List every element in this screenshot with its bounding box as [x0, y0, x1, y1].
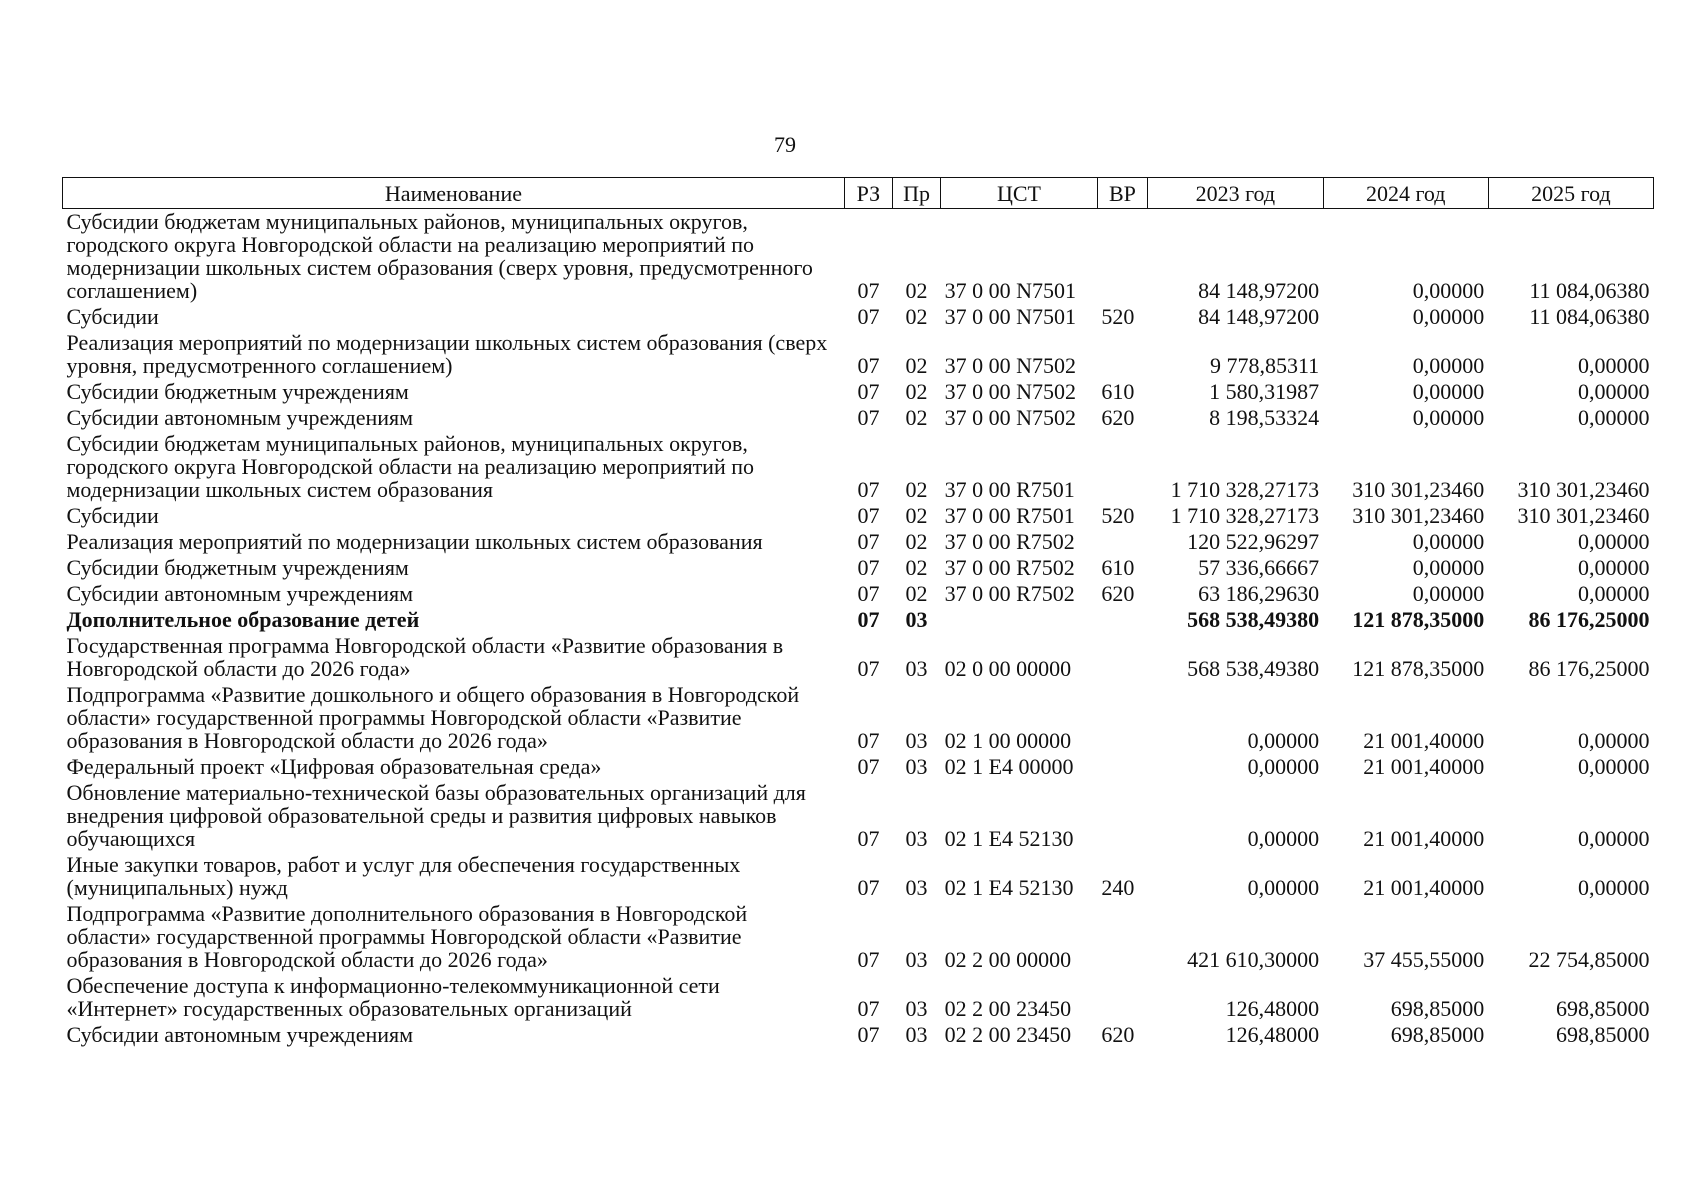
- row-amount-2023: 63 186,29630: [1198, 581, 1320, 606]
- header-2024: 2024 год: [1323, 178, 1488, 209]
- header-2023: 2023 год: [1148, 178, 1324, 209]
- row-vr: 520: [1101, 304, 1135, 329]
- row-pr: 03: [905, 1022, 928, 1047]
- row-vr: [1097, 633, 1147, 682]
- row-amount-2023: 126,48000: [1225, 996, 1320, 1021]
- page-number: 79: [774, 132, 796, 157]
- row-vr: 610: [1101, 555, 1135, 580]
- row-cst: 02 1 E4 00000: [944, 754, 1074, 779]
- row-amount-2023: 8 198,53324: [1209, 405, 1320, 430]
- row-amount-2025: 0,00000: [1578, 728, 1650, 753]
- row-name: Субсидии автономным учреждениям: [66, 581, 414, 606]
- row-name: Обновление материально-технической базы образовательных организаций для внедрения цифровой образовательной среды и развития цифровых навыков обучающихся: [66, 780, 806, 851]
- row-pr: 02: [905, 477, 928, 502]
- row-rz: 07: [857, 656, 880, 681]
- row-amount-2023: 568 538,49380: [1187, 607, 1320, 632]
- row-vr: 620: [1101, 405, 1135, 430]
- row-pr: 03: [905, 754, 928, 779]
- row-amount-2024: 121 878,35000: [1352, 656, 1485, 681]
- table-row: [63, 503, 1654, 529]
- table-row: [63, 754, 1654, 780]
- row-amount-2025: 86 176,25000: [1528, 607, 1650, 632]
- row-name: Субсидии: [66, 503, 159, 528]
- row-amount-2024: 698,85000: [1390, 1022, 1485, 1047]
- row-cst: 02 0 00 00000: [944, 656, 1072, 681]
- row-pr: 03: [905, 656, 928, 681]
- row-rz: 07: [857, 379, 880, 404]
- row-name: Субсидии автономным учреждениям: [66, 1022, 414, 1047]
- row-pr: 03: [905, 826, 928, 851]
- row-pr: 03: [905, 875, 928, 900]
- row-rz: 07: [857, 278, 880, 303]
- row-amount-2025: 11 084,06380: [1529, 304, 1650, 329]
- row-amount-2024: 698,85000: [1390, 996, 1485, 1021]
- row-vr: [1097, 209, 1147, 305]
- row-amount-2025: 0,00000: [1578, 555, 1650, 580]
- row-amount-2023: 1 580,31987: [1209, 379, 1320, 404]
- row-amount-2023: 84 148,97200: [1198, 278, 1320, 303]
- row-name: Иные закупки товаров, работ и услуг для обеспечения государственных (муниципальных) нужд: [66, 852, 741, 900]
- row-amount-2025: 310 301,23460: [1517, 503, 1650, 528]
- header-vr: ВР: [1097, 178, 1147, 209]
- header-name: Наименование: [63, 178, 845, 209]
- table-row: [63, 405, 1654, 431]
- row-amount-2023: 120 522,96297: [1187, 529, 1320, 554]
- row-rz: 07: [857, 947, 880, 972]
- row-name: Дополнительное образование детей: [66, 607, 420, 632]
- row-pr: 02: [905, 581, 928, 606]
- row-cst: 02 2 00 00000: [944, 947, 1072, 972]
- table-row: [63, 379, 1654, 405]
- row-rz: 07: [857, 728, 880, 753]
- row-vr: [1097, 780, 1147, 852]
- table-row: [63, 209, 1654, 305]
- row-amount-2025: 0,00000: [1578, 353, 1650, 378]
- row-pr: 03: [905, 947, 928, 972]
- row-cst: 37 0 00 R7502: [944, 555, 1075, 580]
- row-cst: 02 2 00 23450: [944, 1022, 1072, 1047]
- row-cst: 37 0 00 R7502: [944, 581, 1075, 606]
- row-amount-2024: 21 001,40000: [1363, 754, 1485, 779]
- header-rz: РЗ: [844, 178, 892, 209]
- table-row: [63, 607, 1654, 633]
- row-cst: 02 2 00 23450: [944, 996, 1072, 1021]
- table-row: [63, 431, 1654, 503]
- row-vr: 610: [1101, 379, 1135, 404]
- header-cst: ЦСТ: [941, 178, 1098, 209]
- row-cst: 37 0 00 N7502: [944, 379, 1076, 404]
- header-pr: Пр: [892, 178, 940, 209]
- row-amount-2023: 126,48000: [1225, 1022, 1320, 1047]
- row-cst: 02 1 E4 52130: [944, 875, 1074, 900]
- row-pr: 02: [905, 278, 928, 303]
- row-amount-2024: 0,00000: [1412, 379, 1485, 404]
- row-pr: 02: [905, 379, 928, 404]
- row-amount-2024: 0,00000: [1412, 353, 1485, 378]
- row-rz: 07: [857, 405, 880, 430]
- row-pr: 03: [905, 607, 928, 632]
- row-name: Субсидии бюджетам муниципальных районов, муниципальных округов, городского округа Новгородской области на реализацию мероприятий по модернизации школьных систем образования (сверх уровня, предусмотренного соглашением): [66, 209, 813, 303]
- row-name: Федеральный проект «Цифровая образовательная среда»: [66, 754, 602, 779]
- row-cst: 37 0 00 N7501: [944, 304, 1076, 329]
- row-amount-2023: 1 710 328,27173: [1170, 477, 1320, 502]
- row-amount-2025: 310 301,23460: [1517, 477, 1650, 502]
- row-cst: [941, 607, 1098, 633]
- row-rz: 07: [857, 503, 880, 528]
- row-amount-2024: 0,00000: [1412, 405, 1485, 430]
- row-pr: 02: [905, 503, 928, 528]
- table-row: [63, 901, 1654, 973]
- row-vr: [1097, 754, 1147, 780]
- row-vr: [1097, 973, 1147, 1022]
- row-amount-2024: 310 301,23460: [1352, 503, 1485, 528]
- row-rz: 07: [857, 826, 880, 851]
- row-pr: 02: [905, 405, 928, 430]
- row-amount-2025: 0,00000: [1578, 581, 1650, 606]
- row-amount-2023: 1 710 328,27173: [1170, 503, 1320, 528]
- row-amount-2025: 0,00000: [1578, 875, 1650, 900]
- row-name: Реализация мероприятий по модернизации школьных систем образования (сверх уровня, предусмотренного соглашением): [66, 330, 828, 378]
- row-pr: 02: [905, 353, 928, 378]
- row-cst: 37 0 00 N7501: [944, 278, 1076, 303]
- table-row: [63, 633, 1654, 682]
- row-name: Субсидии бюджетным учреждениям: [66, 379, 409, 404]
- row-vr: [1097, 330, 1147, 379]
- row-amount-2025: 0,00000: [1578, 529, 1650, 554]
- row-vr: [1097, 529, 1147, 555]
- row-amount-2025: 86 176,25000: [1528, 656, 1650, 681]
- row-name: Подпрограмма «Развитие дошкольного и общего образования в Новгородской области» государственной программы Новгородской области «Развитие образования в Новгородской области до 2026 года»: [66, 682, 800, 753]
- row-amount-2024: 0,00000: [1412, 555, 1485, 580]
- row-amount-2025: 0,00000: [1578, 754, 1650, 779]
- row-vr: 620: [1101, 1022, 1135, 1047]
- row-cst: 02 1 E4 52130: [944, 826, 1074, 851]
- row-rz: 07: [857, 996, 880, 1021]
- row-vr: 520: [1101, 503, 1135, 528]
- row-rz: 07: [857, 555, 880, 580]
- row-amount-2025: 0,00000: [1578, 379, 1650, 404]
- row-rz: 07: [857, 581, 880, 606]
- row-amount-2024: 37 455,55000: [1363, 947, 1485, 972]
- row-amount-2024: 121 878,35000: [1352, 607, 1485, 632]
- row-amount-2024: 0,00000: [1412, 529, 1485, 554]
- row-amount-2025: 11 084,06380: [1529, 278, 1650, 303]
- row-amount-2024: 0,00000: [1412, 581, 1485, 606]
- row-cst: 02 1 00 00000: [944, 728, 1072, 753]
- row-vr: 240: [1101, 875, 1135, 900]
- row-amount-2024: 21 001,40000: [1363, 728, 1485, 753]
- row-amount-2025: 698,85000: [1556, 996, 1650, 1021]
- budget-table: [62, 177, 1654, 1048]
- row-amount-2024: 21 001,40000: [1363, 875, 1485, 900]
- row-rz: 07: [857, 607, 880, 632]
- row-vr: [1097, 901, 1147, 973]
- row-amount-2024: 310 301,23460: [1352, 477, 1485, 502]
- table-row: [63, 1022, 1654, 1048]
- row-vr: [1097, 607, 1147, 633]
- row-name: Субсидии бюджетам муниципальных районов, муниципальных округов, городского округа Новгородской области на реализацию мероприятий по модернизации школьных систем образования: [66, 431, 754, 502]
- row-amount-2024: 0,00000: [1412, 278, 1485, 303]
- row-amount-2023: 0,00000: [1247, 875, 1320, 900]
- table-header-row: [63, 178, 1654, 209]
- row-name: Государственная программа Новгородской области «Развитие образования в Новгородской области до 2026 года»: [66, 633, 784, 681]
- row-amount-2023: 568 538,49380: [1187, 656, 1320, 681]
- row-amount-2023: 0,00000: [1247, 754, 1320, 779]
- row-amount-2023: 421 610,30000: [1187, 947, 1320, 972]
- row-name: Обеспечение доступа к информационно-телекоммуникационной сети «Интернет» государственных образовательных организаций: [66, 973, 720, 1021]
- row-amount-2025: 0,00000: [1578, 405, 1650, 430]
- row-vr: [1097, 431, 1147, 503]
- row-cst: 37 0 00 N7502: [944, 405, 1076, 430]
- row-vr: 620: [1101, 581, 1135, 606]
- row-name: Субсидии бюджетным учреждениям: [66, 555, 409, 580]
- table-row: [63, 581, 1654, 607]
- row-pr: 02: [905, 304, 928, 329]
- row-cst: 37 0 00 R7501: [944, 477, 1075, 502]
- table-row: [63, 682, 1654, 754]
- row-name: Субсидии: [66, 304, 159, 329]
- row-amount-2023: 0,00000: [1247, 728, 1320, 753]
- row-rz: 07: [857, 875, 880, 900]
- row-amount-2025: 698,85000: [1556, 1022, 1650, 1047]
- row-amount-2023: 0,00000: [1247, 826, 1320, 851]
- row-name: Субсидии автономным учреждениям: [66, 405, 414, 430]
- row-pr: 02: [905, 529, 928, 554]
- table-row: [63, 973, 1654, 1022]
- header-2025: 2025 год: [1488, 178, 1653, 209]
- row-cst: 37 0 00 R7502: [944, 529, 1075, 554]
- row-amount-2025: 22 754,85000: [1528, 947, 1650, 972]
- row-amount-2023: 84 148,97200: [1198, 304, 1320, 329]
- row-amount-2023: 57 336,66667: [1198, 555, 1320, 580]
- row-rz: 07: [857, 754, 880, 779]
- row-name: Реализация мероприятий по модернизации школьных систем образования: [66, 529, 763, 554]
- row-pr: 03: [905, 728, 928, 753]
- row-pr: 03: [905, 996, 928, 1021]
- table-row: [63, 780, 1654, 852]
- row-rz: 07: [857, 529, 880, 554]
- row-rz: 07: [857, 477, 880, 502]
- row-amount-2024: 0,00000: [1412, 304, 1485, 329]
- row-rz: 07: [857, 304, 880, 329]
- row-amount-2023: 9 778,85311: [1209, 353, 1320, 378]
- table-row: [63, 529, 1654, 555]
- row-rz: 07: [857, 353, 880, 378]
- row-name: Подпрограмма «Развитие дополнительного образования в Новгородской области» государственной программы Новгородской области «Развитие образования в Новгородской области до 2026 года»: [66, 901, 748, 972]
- table-row: [63, 304, 1654, 330]
- table-row: [63, 330, 1654, 379]
- table-row: [63, 852, 1654, 901]
- row-pr: 02: [905, 555, 928, 580]
- row-cst: 37 0 00 N7502: [944, 353, 1076, 378]
- table-row: [63, 555, 1654, 581]
- row-amount-2025: 0,00000: [1578, 826, 1650, 851]
- row-cst: 37 0 00 R7501: [944, 503, 1075, 528]
- row-amount-2024: 21 001,40000: [1363, 826, 1485, 851]
- row-rz: 07: [857, 1022, 880, 1047]
- row-vr: [1097, 682, 1147, 754]
